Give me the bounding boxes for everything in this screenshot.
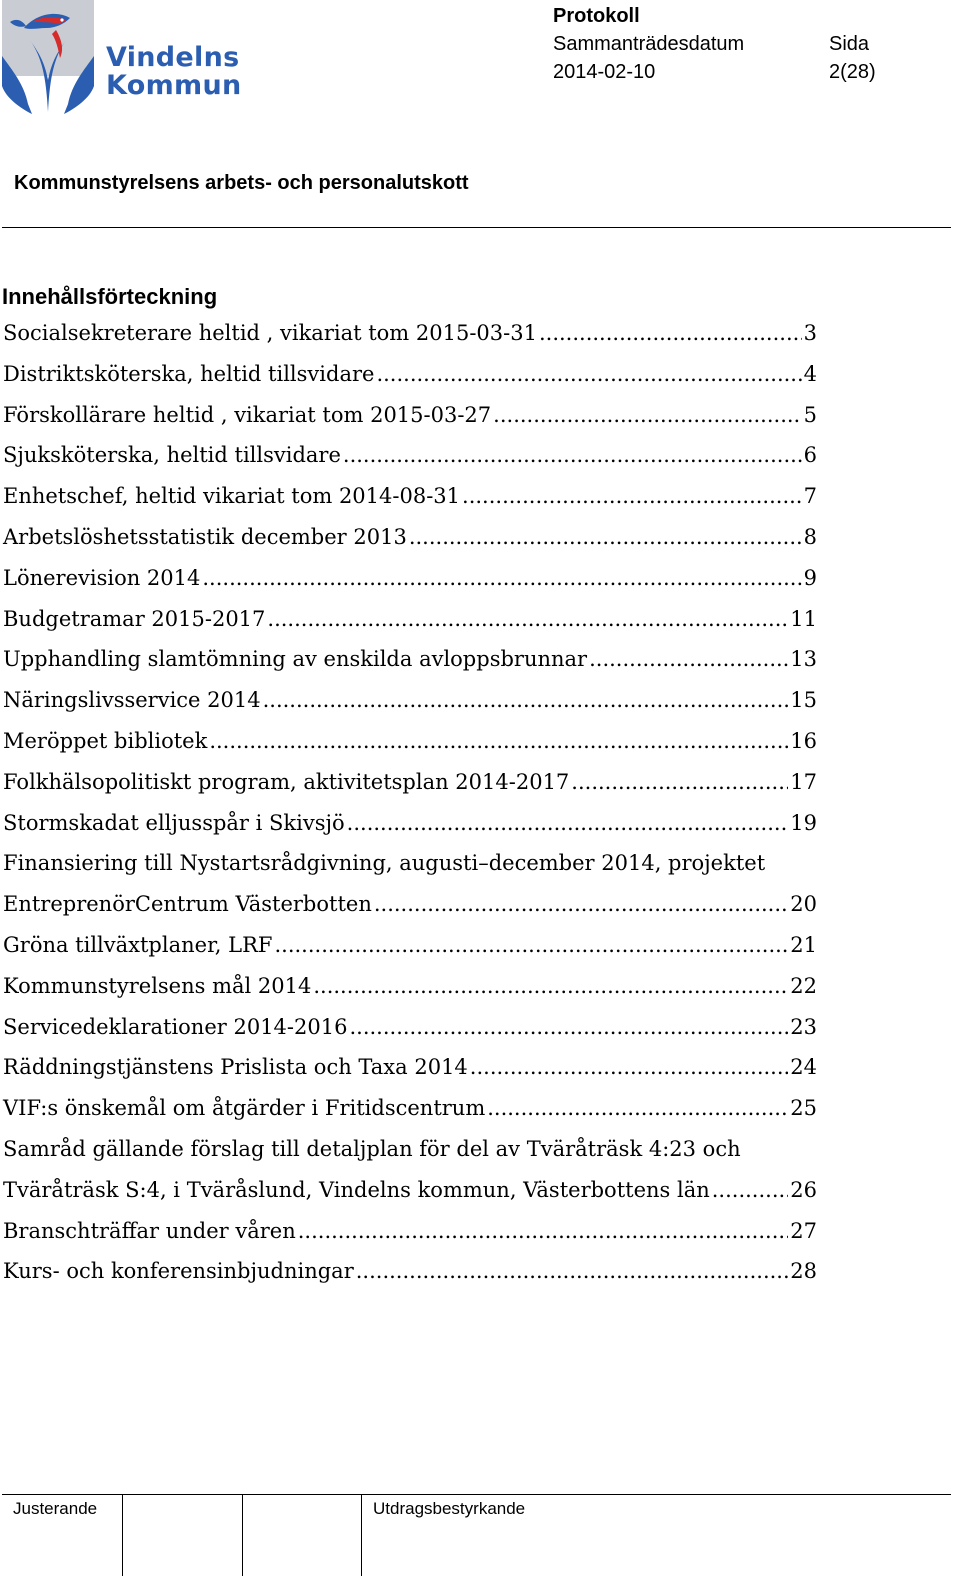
toc-entry-title: Socialsekreterare heltid , vikariat tom 2015-03-31 xyxy=(3,321,537,345)
toc-entry-page: 3 xyxy=(803,321,817,345)
toc-entry-page: 28 xyxy=(790,1259,817,1284)
toc-entry-title: Sjuksköterska, heltid tillsvidare xyxy=(3,443,341,468)
logo-line-1: Vindelns xyxy=(106,42,240,73)
toc-entry-page: 20 xyxy=(790,892,817,917)
toc-entry-title: EntreprenörCentrum Västerbotten xyxy=(3,892,372,917)
toc-entry[interactable] xyxy=(3,884,817,925)
toc-entry-title: Distriktsköterska, heltid tillsvidare xyxy=(3,361,375,386)
footer-separator xyxy=(242,1495,243,1576)
toc-dot-leader xyxy=(409,517,802,558)
toc-heading: Innehållsförteckning xyxy=(2,284,218,309)
toc-dot-leader xyxy=(347,803,789,844)
vindelns-kommun-logo xyxy=(2,0,242,118)
toc-entry[interactable] xyxy=(3,599,817,640)
toc-entry-page: 7 xyxy=(803,484,817,509)
toc-entry-page: 26 xyxy=(790,1177,817,1202)
meeting-date-label: Sammanträdesdatum xyxy=(553,33,745,55)
toc-entry-page: 5 xyxy=(803,402,817,427)
toc-dot-leader xyxy=(712,1170,789,1211)
page-label: Sida xyxy=(829,33,870,55)
toc-entry[interactable] xyxy=(3,1170,817,1211)
toc-dot-leader xyxy=(487,1088,788,1129)
toc-entry-title: Tväråträsk S:4, i Tväråslund, Vindelns kommun, Västerbottens län xyxy=(3,1177,710,1202)
toc-entry[interactable] xyxy=(3,680,817,721)
toc-entry-title: Upphandling slamtömning av enskilda avloppsbrunnar xyxy=(3,647,588,672)
toc-dot-leader xyxy=(202,558,801,599)
toc-entry[interactable] xyxy=(3,1047,817,1088)
toc-entry-title: Arbetslöshetsstatistik december 2013 xyxy=(3,524,407,549)
toc-dot-leader xyxy=(493,395,801,436)
footer-justerande: Justerande xyxy=(13,1499,98,1518)
toc-entry-page: 21 xyxy=(790,932,817,957)
toc-entry-title: Förskollärare heltid , vikariat tom 2015-03-27 xyxy=(3,402,492,427)
committee-name: Kommunstyrelsens arbets- och personalutskott xyxy=(14,172,469,194)
toc-entry-page: 22 xyxy=(790,973,817,998)
footer-separator xyxy=(122,1495,123,1576)
footer-divider xyxy=(2,1494,951,1495)
toc-entry-title: Lönerevision 2014 xyxy=(3,565,201,590)
header-divider xyxy=(2,227,951,228)
toc-dot-leader xyxy=(263,680,789,721)
toc-dot-leader xyxy=(343,435,802,476)
toc-entry[interactable] xyxy=(3,313,817,354)
toc-entry-title-line: Samråd gällande förslag till detaljplan för del av Tväråträsk 4:23 och xyxy=(3,1136,741,1161)
page-number: 2(28) xyxy=(829,61,876,83)
toc-entry[interactable] xyxy=(3,476,817,517)
toc-entry-page: 6 xyxy=(803,443,817,468)
toc-dot-leader xyxy=(470,1047,788,1088)
toc-dot-leader xyxy=(209,721,788,762)
toc-entry-title: Gröna tillväxtplaner, LRF xyxy=(3,932,273,957)
toc-entry-title: Budgetramar 2015-2017 xyxy=(3,606,266,631)
toc-entry[interactable] xyxy=(3,721,817,762)
toc-dot-leader xyxy=(298,1211,789,1252)
toc-dot-leader xyxy=(376,354,801,395)
meeting-date: 2014-02-10 xyxy=(553,61,656,83)
footer-utdragsbestyrkande: Utdragsbestyrkande xyxy=(373,1499,526,1518)
toc-entry[interactable] xyxy=(3,395,817,436)
toc-dot-leader xyxy=(589,639,788,680)
toc-entry-page: 25 xyxy=(790,1096,817,1121)
footer-separator xyxy=(361,1495,362,1576)
toc-entry-page: 16 xyxy=(790,728,817,753)
toc-entry-title: Enhetschef, heltid vikariat tom 2014-08-31 xyxy=(3,484,461,509)
toc-dot-leader xyxy=(571,762,788,803)
logo-line-2: Kommun xyxy=(106,70,242,101)
toc-entry-title: VIF:s önskemål om åtgärder i Fritidscentrum xyxy=(3,1096,486,1121)
toc-entry[interactable] xyxy=(3,762,817,803)
toc-entry-title: Kommunstyrelsens mål 2014 xyxy=(3,973,312,998)
toc-entry-page: 23 xyxy=(790,1014,817,1039)
toc-entry[interactable] xyxy=(3,803,817,844)
table-of-contents xyxy=(3,313,817,1292)
toc-entry-page: 15 xyxy=(790,688,817,713)
toc-entry-page: 8 xyxy=(803,524,817,549)
toc-entry-page: 13 xyxy=(790,647,817,672)
toc-entry[interactable] xyxy=(3,1251,817,1292)
toc-entry-title: Räddningstjänstens Prislista och Taxa 2014 xyxy=(3,1055,468,1080)
toc-entry-title: Kurs- och konferensinbjudningar xyxy=(3,1259,354,1284)
toc-dot-leader xyxy=(462,476,802,517)
toc-entry-title: Näringslivsservice 2014 xyxy=(3,688,261,713)
toc-entry[interactable] xyxy=(3,517,817,558)
toc-entry[interactable] xyxy=(3,354,817,395)
toc-entry-page: 11 xyxy=(790,606,817,631)
toc-dot-leader xyxy=(267,599,788,640)
toc-entry-page: 24 xyxy=(790,1055,817,1080)
toc-dot-leader xyxy=(374,884,788,925)
toc-dot-leader xyxy=(349,1007,788,1048)
toc-dot-leader xyxy=(313,966,788,1007)
toc-entry[interactable] xyxy=(3,1007,817,1048)
toc-entry-title: Meröppet bibliotek xyxy=(3,728,208,753)
toc-entry-page: 4 xyxy=(803,361,817,386)
toc-dot-leader xyxy=(539,313,802,354)
toc-dot-leader xyxy=(274,925,788,966)
toc-entry-title-line: Finansiering till Nystartsrådgivning, augusti–december 2014, projektet xyxy=(3,851,766,876)
toc-entry-title: Servicedeklarationer 2014-2016 xyxy=(3,1014,348,1039)
toc-entry-page: 17 xyxy=(790,769,817,794)
toc-entry[interactable] xyxy=(3,1088,817,1129)
toc-entry-page: 27 xyxy=(790,1218,817,1243)
toc-entry[interactable] xyxy=(3,639,817,680)
toc-entry-title: Stormskadat elljusspår i Skivsjö xyxy=(3,810,345,835)
toc-entry-page: 9 xyxy=(803,565,817,590)
logo-text xyxy=(106,44,242,100)
toc-entry-title: Folkhälsopolitiskt program, aktivitetsplan 2014-2017 xyxy=(3,769,570,794)
toc-entry[interactable] xyxy=(3,1211,817,1252)
toc-entry[interactable] xyxy=(3,925,817,966)
toc-entry-page: 19 xyxy=(790,810,817,835)
toc-entry[interactable] xyxy=(3,558,817,599)
toc-entry[interactable] xyxy=(3,966,817,1007)
vindeln-fish-crest-icon xyxy=(2,0,98,116)
toc-dot-leader xyxy=(356,1251,789,1292)
toc-entry[interactable] xyxy=(3,435,817,476)
toc-entry-title: Branschträffar under våren xyxy=(3,1218,296,1243)
document-type: Protokoll xyxy=(553,5,640,27)
